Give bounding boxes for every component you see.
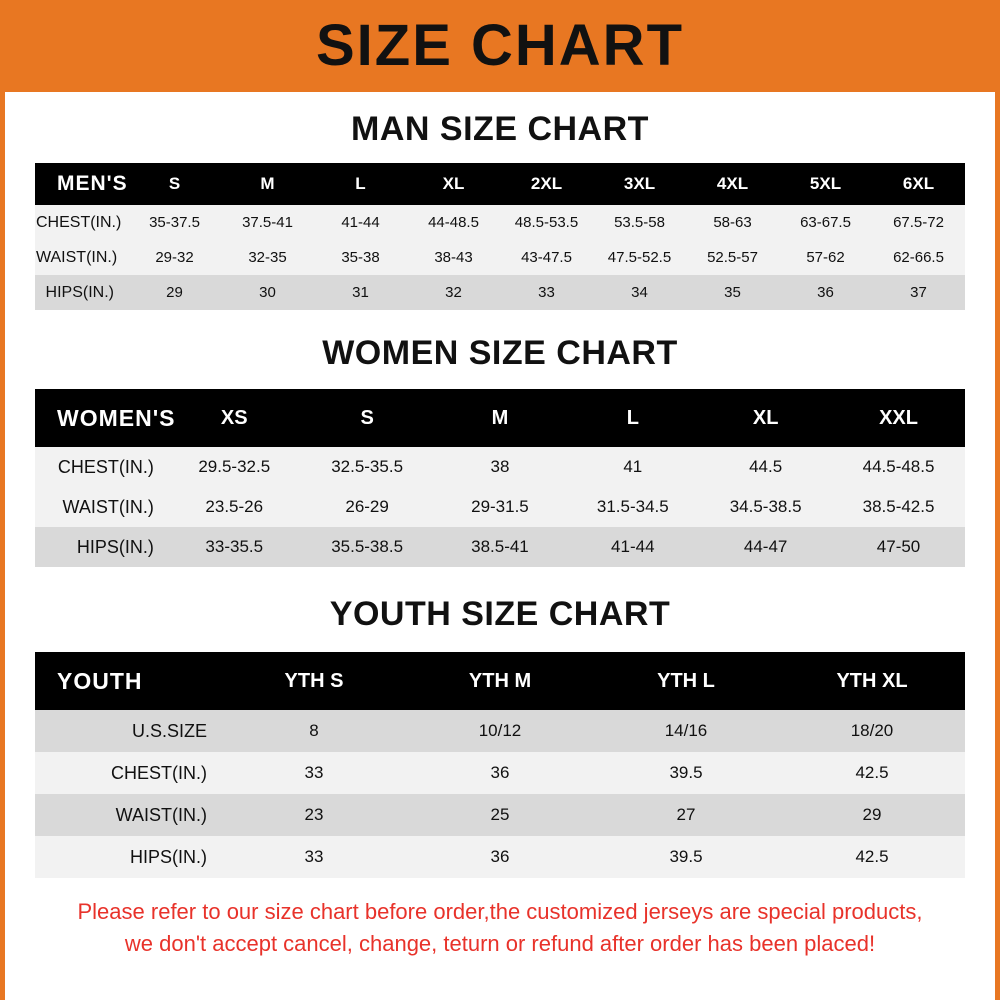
youth-cell: 33 <box>221 836 407 878</box>
women-cell: 38.5-41 <box>434 527 567 567</box>
men-cell: 33 <box>500 275 593 310</box>
women-cell: 41 <box>566 447 699 487</box>
note-line-1: Please refer to our size chart before order,the customized jerseys are special products, <box>77 899 923 924</box>
men-cell: 34 <box>593 275 686 310</box>
men-col-header: 3XL <box>593 163 686 205</box>
men-cell: 29 <box>128 275 221 310</box>
youth-cell: 42.5 <box>779 836 965 878</box>
youth-cell: 36 <box>407 836 593 878</box>
youth-cell: 36 <box>407 752 593 794</box>
women-cell: 44-47 <box>699 527 832 567</box>
men-cell: 32-35 <box>221 240 314 275</box>
women-cell: 38 <box>434 447 567 487</box>
youth-cell: 39.5 <box>593 752 779 794</box>
banner-title: SIZE CHART <box>316 13 684 78</box>
men-cell: 38-43 <box>407 240 500 275</box>
women-row-label: WAIST(IN.) <box>35 487 168 527</box>
youth-cell: 39.5 <box>593 836 779 878</box>
women-cell: 34.5-38.5 <box>699 487 832 527</box>
banner <box>5 0 995 92</box>
men-col-header: S <box>128 163 221 205</box>
women-cell: 33-35.5 <box>168 527 301 567</box>
women-col-header: XS <box>168 389 301 447</box>
women-col-header: XL <box>699 389 832 447</box>
women-header-row <box>35 389 965 447</box>
men-row-label: CHEST(IN.) <box>35 205 128 240</box>
youth-cell: 42.5 <box>779 752 965 794</box>
youth-cell: 27 <box>593 794 779 836</box>
men-col-header: 2XL <box>500 163 593 205</box>
youth-cell: 10/12 <box>407 710 593 752</box>
men-cell: 29-32 <box>128 240 221 275</box>
men-cell: 44-48.5 <box>407 205 500 240</box>
men-col-header: M <box>221 163 314 205</box>
men-col-header: L <box>314 163 407 205</box>
men-cell: 37 <box>872 275 965 310</box>
youth-cell: 25 <box>407 794 593 836</box>
youth-cell: 23 <box>221 794 407 836</box>
men-cell: 47.5-52.5 <box>593 240 686 275</box>
men-row-label: HIPS(IN.) <box>35 275 128 310</box>
youth-cell: 8 <box>221 710 407 752</box>
table-row <box>35 794 965 836</box>
men-cell: 36 <box>779 275 872 310</box>
men-col-header: 6XL <box>872 163 965 205</box>
men-cell: 67.5-72 <box>872 205 965 240</box>
youth-size-table <box>35 652 965 878</box>
youth-section-title: YOUTH SIZE CHART <box>329 595 671 633</box>
women-row-label: HIPS(IN.) <box>35 527 168 567</box>
men-cell: 35-37.5 <box>128 205 221 240</box>
men-cell: 31 <box>314 275 407 310</box>
men-cell: 48.5-53.5 <box>500 205 593 240</box>
women-cell: 29.5-32.5 <box>168 447 301 487</box>
men-size-table <box>35 163 965 310</box>
men-section-title: MAN SIZE CHART <box>351 110 649 148</box>
women-size-table <box>35 389 965 567</box>
women-row-label: CHEST(IN.) <box>35 447 168 487</box>
women-cell: 35.5-38.5 <box>301 527 434 567</box>
return-policy-note <box>5 896 995 960</box>
men-corner-label: MEN'S <box>35 163 128 205</box>
table-row <box>35 836 965 878</box>
women-col-header: M <box>434 389 567 447</box>
youth-row-label: WAIST(IN.) <box>35 794 221 836</box>
women-cell: 47-50 <box>832 527 965 567</box>
women-cell: 29-31.5 <box>434 487 567 527</box>
men-cell: 43-47.5 <box>500 240 593 275</box>
table-row <box>35 752 965 794</box>
youth-header-row <box>35 652 965 710</box>
women-cell: 44.5-48.5 <box>832 447 965 487</box>
women-cell: 26-29 <box>301 487 434 527</box>
women-col-header: S <box>301 389 434 447</box>
table-row <box>35 527 965 567</box>
youth-cell: 29 <box>779 794 965 836</box>
table-row <box>35 447 965 487</box>
youth-row-label: HIPS(IN.) <box>35 836 221 878</box>
youth-cell: 33 <box>221 752 407 794</box>
men-row-label: WAIST(IN.) <box>35 240 128 275</box>
youth-col-header: YTH M <box>407 652 593 710</box>
youth-row-label: U.S.SIZE <box>35 710 221 752</box>
men-cell: 35-38 <box>314 240 407 275</box>
women-cell: 32.5-35.5 <box>301 447 434 487</box>
women-cell: 41-44 <box>566 527 699 567</box>
men-cell: 63-67.5 <box>779 205 872 240</box>
men-cell: 62-66.5 <box>872 240 965 275</box>
table-row <box>35 205 965 240</box>
women-section-title: WOMEN SIZE CHART <box>322 334 678 372</box>
men-header-row <box>35 163 965 205</box>
men-col-header: 5XL <box>779 163 872 205</box>
men-cell: 41-44 <box>314 205 407 240</box>
youth-col-header: YTH XL <box>779 652 965 710</box>
women-col-header: L <box>566 389 699 447</box>
women-cell: 44.5 <box>699 447 832 487</box>
men-col-header: 4XL <box>686 163 779 205</box>
table-row <box>35 240 965 275</box>
youth-col-header: YTH L <box>593 652 779 710</box>
youth-row-label: CHEST(IN.) <box>35 752 221 794</box>
women-cell: 31.5-34.5 <box>566 487 699 527</box>
women-cell: 23.5-26 <box>168 487 301 527</box>
table-row <box>35 275 965 310</box>
youth-corner-label: YOUTH <box>35 652 221 710</box>
men-cell: 52.5-57 <box>686 240 779 275</box>
youth-col-header: YTH S <box>221 652 407 710</box>
men-cell: 58-63 <box>686 205 779 240</box>
youth-cell: 14/16 <box>593 710 779 752</box>
men-cell: 30 <box>221 275 314 310</box>
table-row <box>35 487 965 527</box>
women-corner-label: WOMEN'S <box>35 389 168 447</box>
men-cell: 35 <box>686 275 779 310</box>
men-col-header: XL <box>407 163 500 205</box>
youth-cell: 18/20 <box>779 710 965 752</box>
men-cell: 37.5-41 <box>221 205 314 240</box>
note-line-2: we don't accept cancel, change, teturn or refund after order has been placed! <box>124 930 876 956</box>
men-cell: 32 <box>407 275 500 310</box>
table-row <box>35 710 965 752</box>
men-cell: 57-62 <box>779 240 872 275</box>
men-cell: 53.5-58 <box>593 205 686 240</box>
women-col-header: XXL <box>832 389 965 447</box>
women-cell: 38.5-42.5 <box>832 487 965 527</box>
